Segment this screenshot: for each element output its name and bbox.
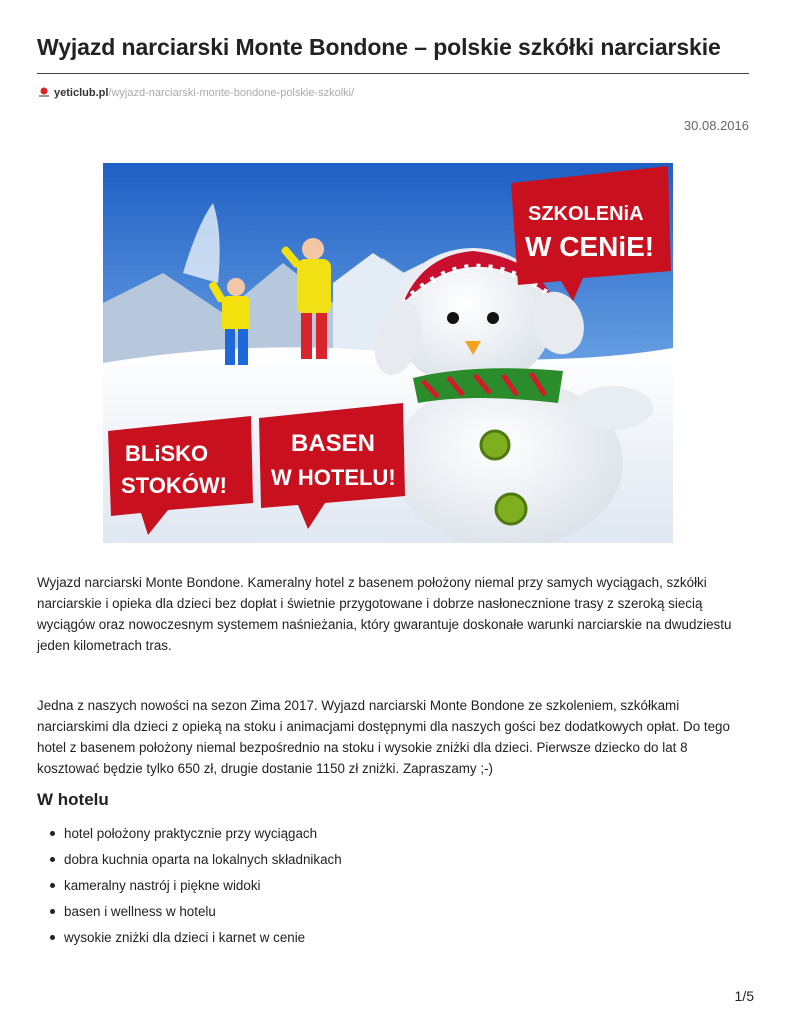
site-favicon-icon [37,86,51,100]
source-line [37,86,354,100]
hero-image [103,163,673,543]
banner-top-line2: W CENiE! [525,231,655,262]
banner-left-line2: STOKÓW! [121,473,227,498]
offer-paragraph: Jedna z naszych nowości na sezon Zima 2017. Wyjazd narciarski Monte Bondone ze szkoleniem, szkółkami narciarskimi dla dzieci z opieką na stoku i animacjami dostępnymi dla naszych gości bez dodatkowych opłat. Do tego hotel z basenem położony niemal bezpośrednio na stoku i wysokie zniżki dla dzieci. Pierwsze dziecko do lat 8 kosztować będzie tylko 650 zł, drugie dostanie 1150 zł zniżki. Zapraszamy ;-) [37,698,730,776]
list-item: wysokie zniżki dla dzieci i karnet w cenie [37,928,342,954]
list-item: dobra kuchnia oparta na lokalnych składnikach [37,850,342,876]
source-path: /wyjazd-narciarski-monte-bondone-polskie-szkolki/ [108,87,355,99]
intro-paragraph: Wyjazd narciarski Monte Bondone. Kameralny hotel z basenem położony niemal przy samych wyciągach, szkółki narciarskie i opieka dla dzieci bez dopłat i świetnie przygotowane i dobrze nasłonecznione trasy z szeroką siecią wyciągów oraz nowoczesnym systemem naśnieżania, który gwarantuje doskonałe warunki narciarskie na dwudziestu jeden kilometrach tras. [37,575,732,653]
page-number: 1/5 [734,988,754,1004]
page-title: Wyjazd narciarski Monte Bondone – polskie szkółki narciarskie [37,34,721,60]
list-item: basen i wellness w hotelu [37,902,342,928]
banner-top-line1: SZKOLENiA [528,203,644,225]
list-item: hotel położony praktycznie przy wyciągach [37,824,342,850]
banner-mid-line2: W HOTELU! [271,465,396,490]
source-domain: yeticlub.pl [54,87,109,99]
banner-mid-line1: BASEN [291,430,376,457]
source-link[interactable] [54,87,354,99]
hotel-features-list [37,824,342,954]
title-divider [37,73,749,74]
list-item: kameralny nastrój i piękne widoki [37,876,342,902]
section-heading-hotel: W hotelu [37,790,109,809]
publish-date: 30.08.2016 [683,118,749,133]
banner-left-line1: BLiSKO [125,441,209,466]
